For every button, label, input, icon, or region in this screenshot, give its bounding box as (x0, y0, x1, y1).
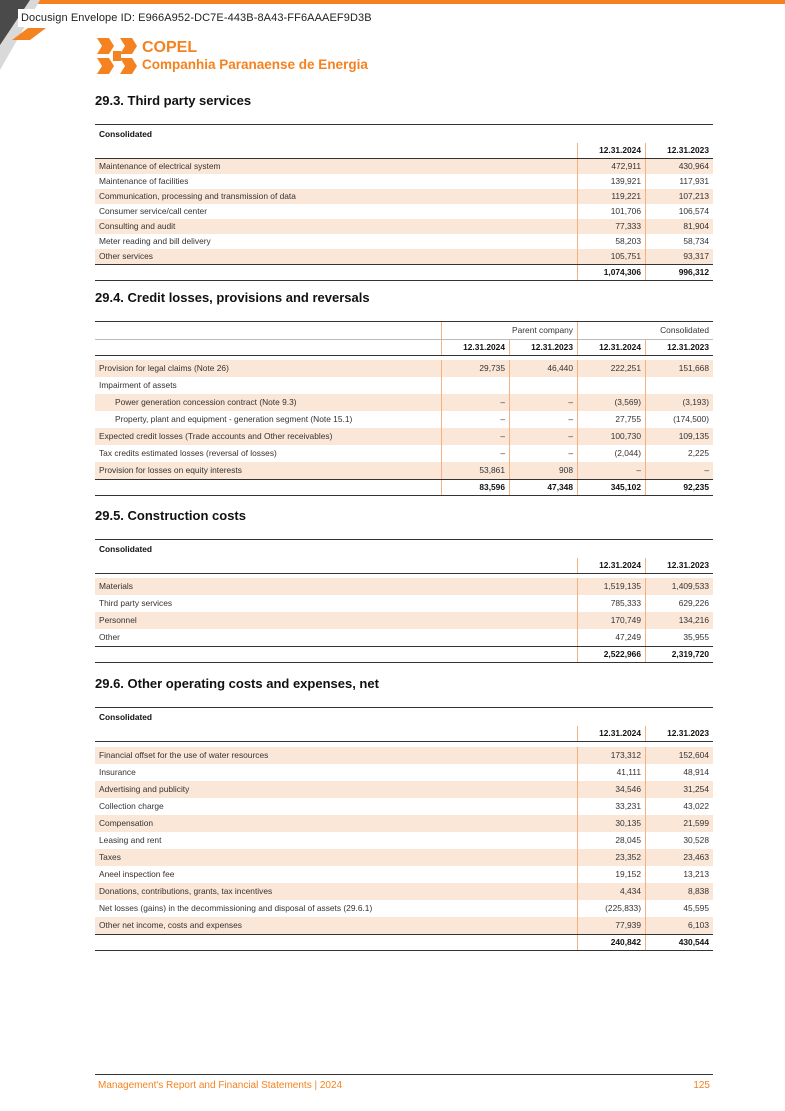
group-parent-company: Parent company (441, 322, 577, 339)
total-row (95, 646, 713, 663)
row-value: 33,231 (577, 798, 645, 815)
row-label: Insurance (99, 767, 136, 777)
total-value: 1,074,306 (577, 265, 645, 280)
row-value: 4,434 (577, 883, 645, 900)
row-value: 23,352 (577, 849, 645, 866)
row-value (509, 377, 577, 394)
table-row (95, 629, 713, 646)
row-value: 105,751 (577, 249, 645, 264)
row-value: 31,254 (645, 781, 713, 798)
row-value: 27,755 (577, 411, 645, 428)
header-row (95, 339, 713, 355)
row-label: Leasing and rent (99, 835, 162, 845)
table-row (95, 159, 713, 174)
row-label: Aneel inspection fee (99, 869, 175, 879)
row-value: 58,203 (577, 234, 645, 249)
row-label: Consumer service/call center (99, 206, 207, 216)
row-label: Other net income, costs and expenses (99, 920, 242, 930)
total-row (95, 934, 713, 951)
row-value: 6,103 (645, 917, 713, 934)
row-value: 107,213 (645, 189, 713, 204)
row-value: (2,044) (577, 445, 645, 462)
scope-label: Consolidated (95, 539, 713, 558)
row-label: Property, plant and equipment - generation segment (Note 15.1) (115, 414, 353, 424)
row-value: 93,317 (645, 249, 713, 264)
row-value: 81,904 (645, 219, 713, 234)
table-row (95, 883, 713, 900)
total-value: 240,842 (577, 935, 645, 950)
row-value: 139,921 (577, 174, 645, 189)
row-label: Meter reading and bill delivery (99, 236, 211, 246)
row-value (577, 377, 645, 394)
row-value: – (645, 462, 713, 479)
row-value: 100,730 (577, 428, 645, 445)
row-value: 35,955 (645, 629, 713, 646)
col-header: 12.31.2023 (645, 726, 713, 741)
section-title-other-costs: 29.6. Other operating costs and expenses, net (95, 676, 379, 691)
row-value: 1,519,135 (577, 578, 645, 595)
table-row (95, 612, 713, 629)
row-value: 13,213 (645, 866, 713, 883)
brand-name: COPEL (142, 39, 198, 56)
section-title-construction: 29.5. Construction costs (95, 508, 246, 523)
row-value: 8,838 (645, 883, 713, 900)
total-value: 996,312 (645, 265, 713, 280)
section-title-credit-losses: 29.4. Credit losses, provisions and reversals (95, 290, 370, 305)
row-value: 152,604 (645, 747, 713, 764)
table-row (95, 798, 713, 815)
total-value: 83,596 (441, 480, 509, 495)
total-value: 430,544 (645, 935, 713, 950)
row-value: – (441, 394, 509, 411)
header-row (95, 143, 713, 158)
row-value: 151,668 (645, 360, 713, 377)
row-label: Third party services (99, 598, 173, 608)
table-row (95, 781, 713, 798)
row-value: 173,312 (577, 747, 645, 764)
row-label: Provision for legal claims (Note 26) (99, 363, 229, 373)
table-row (95, 360, 713, 377)
row-value: 47,249 (577, 629, 645, 646)
row-value: 28,045 (577, 832, 645, 849)
row-value: 2,225 (645, 445, 713, 462)
row-value: (225,833) (577, 900, 645, 917)
row-value: 117,931 (645, 174, 713, 189)
col-header: 12.31.2024 (577, 558, 645, 573)
total-row (95, 264, 713, 281)
table-other-costs (95, 707, 713, 951)
col-header: 12.31.2023 (645, 143, 713, 158)
row-value: 170,749 (577, 612, 645, 629)
row-value: – (509, 445, 577, 462)
row-value: (3,193) (645, 394, 713, 411)
row-value: 43,022 (645, 798, 713, 815)
row-label: Power generation concession contract (Note 9.3) (115, 397, 297, 407)
table-row (95, 428, 713, 445)
top-accent-bar (0, 0, 785, 4)
table-row (95, 234, 713, 249)
col-header: 12.31.2024 (577, 340, 645, 355)
table-row (95, 445, 713, 462)
row-value: – (441, 411, 509, 428)
table-row (95, 204, 713, 219)
row-value: 19,152 (577, 866, 645, 883)
row-value: 472,911 (577, 159, 645, 174)
table-row (95, 849, 713, 866)
row-label: Provision for losses on equity interests (99, 465, 242, 475)
scope-label: Consolidated (95, 124, 713, 143)
header-row (95, 726, 713, 741)
scope-label: Consolidated (95, 707, 713, 726)
row-label: Consulting and audit (99, 221, 176, 231)
row-value: 101,706 (577, 204, 645, 219)
section-title-third-party: 29.3. Third party services (95, 93, 252, 108)
table-row (95, 189, 713, 204)
row-label: Impairment of assets (99, 380, 177, 390)
row-value (441, 377, 509, 394)
row-label: Advertising and publicity (99, 784, 190, 794)
total-value: 2,319,720 (645, 647, 713, 662)
group-consolidated: Consolidated (577, 322, 713, 339)
row-value: 109,135 (645, 428, 713, 445)
col-header: 12.31.2023 (509, 340, 577, 355)
col-header: 12.31.2023 (645, 340, 713, 355)
col-header: 12.31.2024 (577, 726, 645, 741)
row-value: 29,735 (441, 360, 509, 377)
table-row (95, 249, 713, 264)
row-value (645, 377, 713, 394)
row-value: – (509, 411, 577, 428)
row-label: Materials (99, 581, 133, 591)
table-row (95, 832, 713, 849)
docusign-envelope-id: Docusign Envelope ID: E966A952-DC7E-443B-8A43-FF6AAAEF9D3B (18, 9, 375, 27)
row-value: 41,111 (577, 764, 645, 781)
row-value: (174,500) (645, 411, 713, 428)
row-value: 21,599 (645, 815, 713, 832)
table-row (95, 377, 713, 394)
row-label: Financial offset for the use of water resources (99, 750, 269, 760)
table-row (95, 866, 713, 883)
table-row (95, 462, 713, 479)
row-value: – (441, 428, 509, 445)
row-value: 1,409,533 (645, 578, 713, 595)
row-label: Communication, processing and transmission of data (99, 191, 296, 201)
row-value: 30,528 (645, 832, 713, 849)
table-row (95, 219, 713, 234)
table-row (95, 917, 713, 934)
footer-title: Management's Report and Financial Statements | 2024 (98, 1080, 343, 1091)
table-construction-costs (95, 539, 713, 663)
row-label: Compensation (99, 818, 154, 828)
total-row (95, 479, 713, 496)
row-label: Collection charge (99, 801, 164, 811)
table-row (95, 815, 713, 832)
total-value: 345,102 (577, 480, 645, 495)
col-header: 12.31.2023 (645, 558, 713, 573)
row-value: 77,939 (577, 917, 645, 934)
row-label: Tax credits estimated losses (reversal of losses) (99, 448, 277, 458)
row-label: Maintenance of facilities (99, 176, 189, 186)
table-credit-losses (95, 321, 713, 496)
row-value: 785,333 (577, 595, 645, 612)
total-value: 92,235 (645, 480, 713, 495)
table-row (95, 174, 713, 189)
total-value: 2,522,966 (577, 647, 645, 662)
row-value: – (441, 445, 509, 462)
row-value: 46,440 (509, 360, 577, 377)
row-label: Taxes (99, 852, 121, 862)
row-value: 430,964 (645, 159, 713, 174)
row-label: Other services (99, 251, 153, 261)
row-value: – (509, 428, 577, 445)
row-value: (3,569) (577, 394, 645, 411)
row-value: 908 (509, 462, 577, 479)
table-row (95, 747, 713, 764)
table-row (95, 764, 713, 781)
row-value: 58,734 (645, 234, 713, 249)
row-label: Donations, contributions, grants, tax incentives (99, 886, 273, 896)
table-row (95, 578, 713, 595)
row-value: 134,216 (645, 612, 713, 629)
table-row (95, 900, 713, 917)
row-label: Personnel (99, 615, 137, 625)
row-label: Maintenance of electrical system (99, 161, 221, 171)
table-row (95, 411, 713, 428)
table-row (95, 394, 713, 411)
col-header: 12.31.2024 (441, 340, 509, 355)
table-row (95, 595, 713, 612)
row-value: 629,226 (645, 595, 713, 612)
row-value: – (509, 394, 577, 411)
row-label: Net losses (gains) in the decommissioning and disposal of assets (29.6.1) (99, 903, 373, 913)
copel-logo-icon (97, 38, 137, 74)
header-row (95, 558, 713, 573)
row-value: 34,546 (577, 781, 645, 798)
row-value: 53,861 (441, 462, 509, 479)
row-value: 77,333 (577, 219, 645, 234)
page-number: 125 (693, 1080, 710, 1091)
row-value: 23,463 (645, 849, 713, 866)
brand-subtitle: Companhia Paranaense de Energia (142, 57, 368, 72)
row-label: Other (99, 632, 120, 642)
row-value: 119,221 (577, 189, 645, 204)
row-value: 106,574 (645, 204, 713, 219)
row-value: – (577, 462, 645, 479)
row-value: 45,595 (645, 900, 713, 917)
table-third-party-services (95, 124, 713, 281)
row-label: Expected credit losses (Trade accounts and Other receivables) (99, 431, 333, 441)
total-value: 47,348 (509, 480, 577, 495)
row-value: 222,251 (577, 360, 645, 377)
group-header-row (95, 322, 713, 339)
col-header: 12.31.2024 (577, 143, 645, 158)
footer-divider (95, 1074, 713, 1075)
row-value: 30,135 (577, 815, 645, 832)
row-value: 48,914 (645, 764, 713, 781)
